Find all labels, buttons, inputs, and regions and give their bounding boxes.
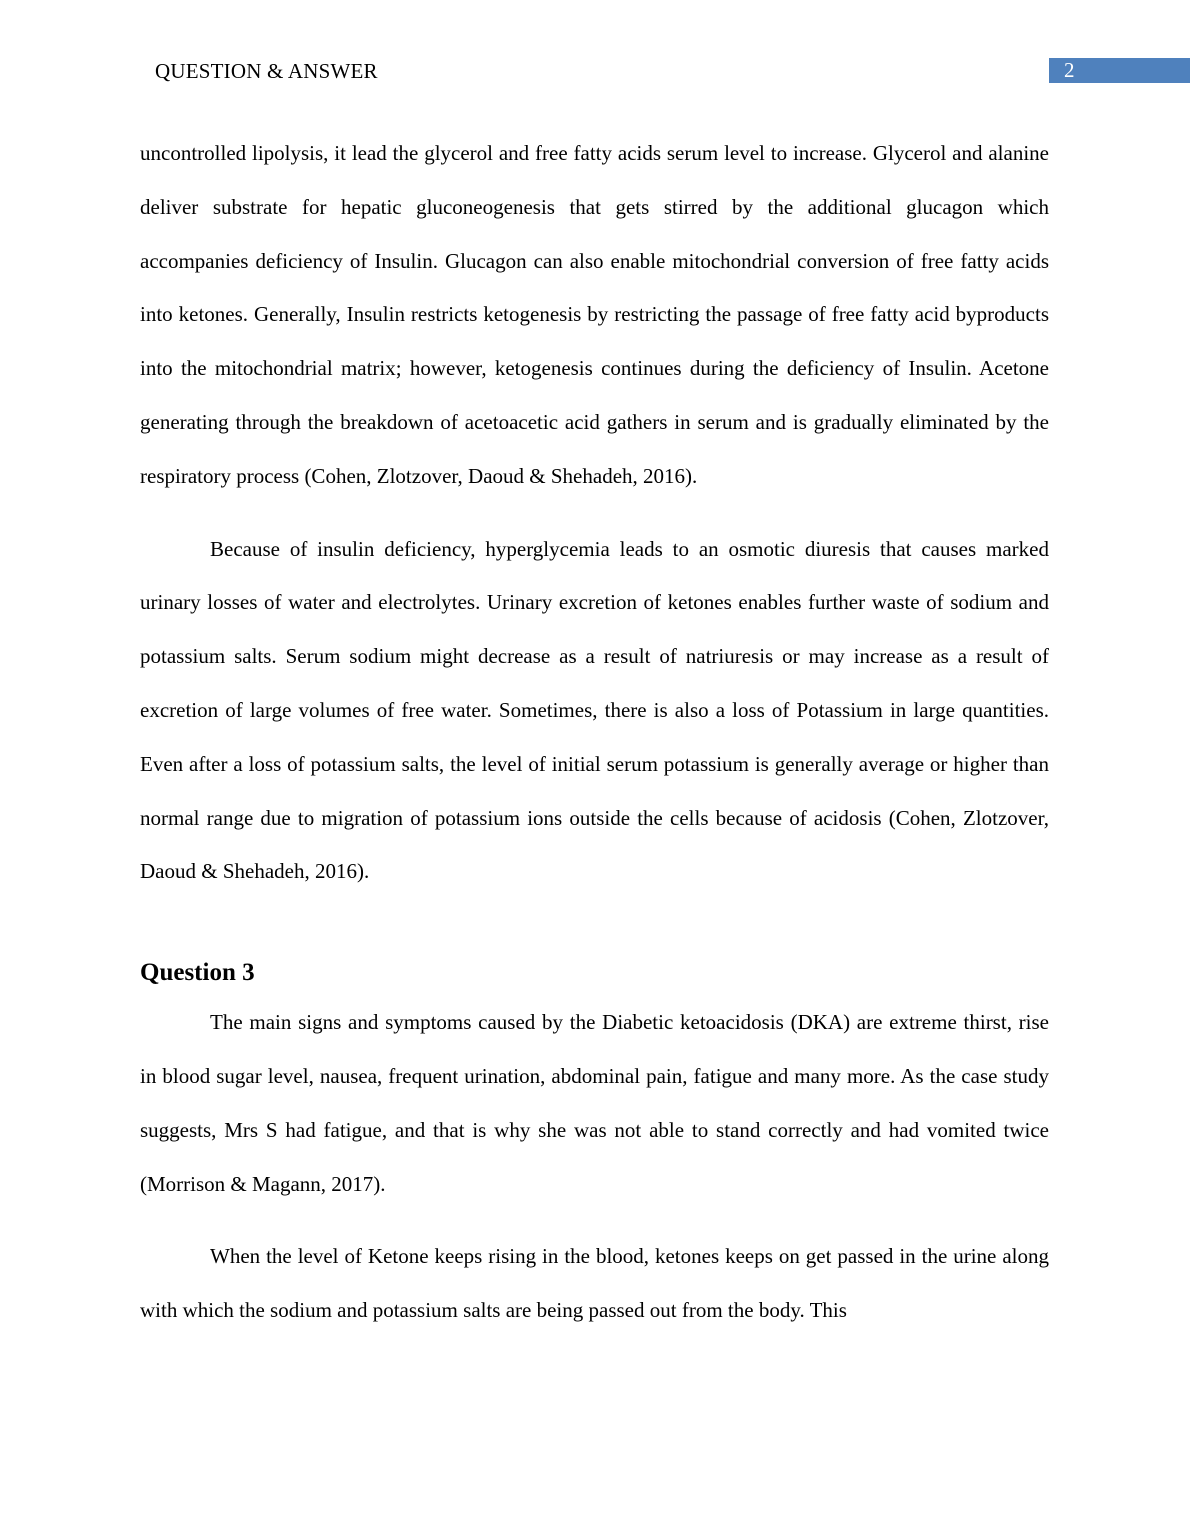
continued-paragraph: uncontrolled lipolysis, it lead the glycerol and free fatty acids serum level to increase. Glycerol and alanine deliver substrate for hepatic gluconeogenesis that gets stirred by the additional glucagon which accompanies deficiency of Insulin. Glucagon can also enable mitochondrial conversion of free fatty acids into ketones. Generally, Insulin restricts ketogenesis by restricting the passage of free fatty acid byproducts into the mitochondrial matrix; however, ketogenesis continues during the deficiency of Insulin. Acetone generating through the breakdown of acetoacetic acid gathers in serum and is gradually eliminated by the respiratory process (Cohen, Zlotzover, Daoud & Shehadeh, 2016). [140, 141, 1049, 488]
running-head: QUESTION & ANSWER [155, 59, 378, 83]
page-number: 2 [1064, 58, 1075, 82]
document-body [140, 127, 1049, 1338]
paragraph-insulin-deficiency: Because of insulin deficiency, hyperglycemia leads to an osmotic diuresis that causes marked urinary losses of water and electrolytes. Urinary excretion of ketones enables further waste of sodium and potassium salts. Serum sodium might decrease as a result of natriuresis or may increase as a result of excretion of large volumes of free water. Sometimes, there is also a loss of Potassium in large quantities. Even after a loss of potassium salts, the level of initial serum potassium is generally average or higher than normal range due to migration of potassium ions outside the cells because of acidosis (Cohen, Zlotzover, Daoud & Shehadeh, 2016). [140, 536, 1049, 884]
paragraph-signs-symptoms: The main signs and symptoms caused by the Diabetic ketoacidosis (DKA) are extreme thirst, rise in blood sugar level, nausea, frequent urination, abdominal pain, fatigue and many more. As the case study suggests, Mrs S had fatigue, and that is why she was not able to stand correctly and had vomited twice (Morrison & Magann, 2017). [140, 1010, 1049, 1196]
section-heading-question-3: Question 3 [140, 959, 255, 987]
paragraph-ketone-levels: When the level of Ketone keeps rising in the blood, ketones keeps on get passed in the urine along with which the sodium and potassium salts are being passed out from the body. This [140, 1244, 1049, 1323]
page-number-badge [1049, 58, 1190, 83]
